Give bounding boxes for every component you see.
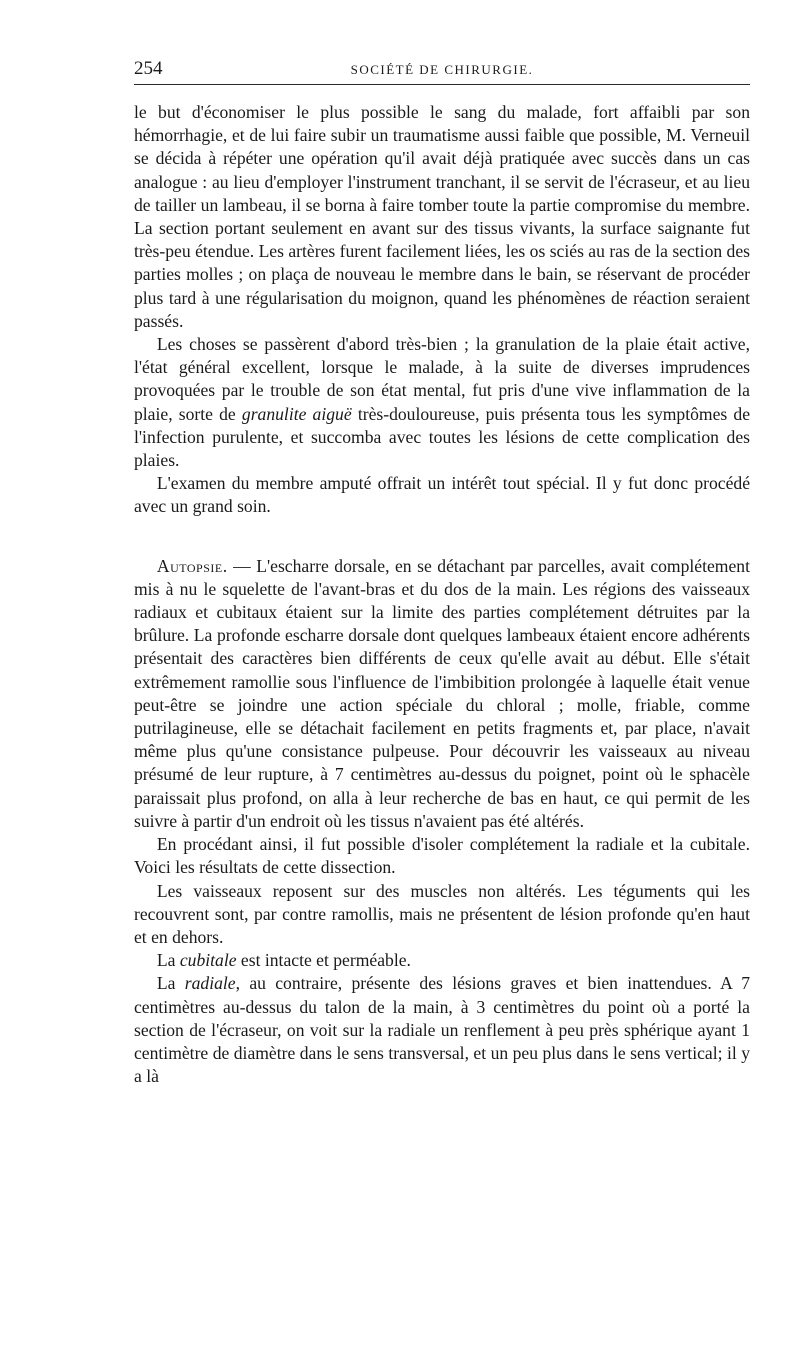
paragraph xyxy=(134,101,750,333)
paragraph-text: En procédant ainsi, il fut possible d'isoler complétement la radiale et la cubitale. Voici les résultats de cette dissection. xyxy=(134,834,750,878)
paragraph-text: La xyxy=(156,973,185,994)
paragraph-text: très-douloureuse, puis présenta tous les symptômes de l'infection purulente, et succomba avec toutes les lésions de cette complication des plaies. xyxy=(134,403,751,471)
italic-term: granulite aiguë xyxy=(241,403,352,424)
paragraph-text: est intacte et perméable. xyxy=(236,950,411,971)
paragraph xyxy=(134,555,750,833)
paragraph-text: , au contraire, présente des lésions graves et bien inattendues. A 7 centimètres au-dessus du talon de la main, à 3 centimètres du point où a porté la section de l'écraseur, on voit sur la radiale un renflement à peu près sphérique ayant 1 centimètre de diamètre dans le sens transversal, et un peu plus dans le sens vertical; il y a là xyxy=(134,973,750,1087)
running-head: SOCIÉTÉ DE CHIRURGIE. xyxy=(350,62,534,77)
paragraph xyxy=(134,333,750,472)
italic-term: radiale xyxy=(184,973,236,994)
page-number: 254 xyxy=(134,58,163,79)
page-header xyxy=(134,54,750,85)
paragraph xyxy=(134,949,750,972)
italic-term: cubitale xyxy=(179,950,237,971)
document-page xyxy=(134,54,750,1088)
section-gap xyxy=(134,519,750,555)
body-text xyxy=(134,101,750,1088)
paragraph-text: La xyxy=(156,950,180,971)
paragraph xyxy=(134,472,750,518)
paragraph xyxy=(134,972,750,1088)
paragraph-text: L'examen du membre amputé offrait un intérêt tout spécial. Il y fut donc procédé avec un grand soin. xyxy=(134,473,750,517)
paragraph-text: Les choses se passèrent d'abord très-bien ; la granulation de la plaie était active, l'état général excellent, lorsque le malade, à la suite de diverses imprudences provoquées par le trouble de son état mental, fut pris d'une vive inflammation de la plaie, sorte de xyxy=(134,334,750,424)
paragraph xyxy=(134,880,750,950)
paragraph xyxy=(134,833,750,879)
section-heading: Autopsie. xyxy=(156,555,228,576)
paragraph-text: Les vaisseaux reposent sur des muscles non altérés. Les téguments qui les recouvrent sont, par contre ramollis, mais ne présentent de lésion profonde qu'en haut et en dehors. xyxy=(134,880,750,947)
paragraph-text: — L'escharre dorsale, en se détachant par parcelles, avait complétement mis à nu le squelette de l'avant-bras et du dos de la main. Les régions des vaisseaux radiaux et cubitaux étaient sur la limite des parties complétement détruites par la brûlure. La profonde escharre dorsale dont quelques lambeaux étaient encore adhérents présentait des caractères bien différents de ceux qu'elle avait au début. Elle s'était extrêmement ramollie sous l'influence de l'imbibition prolongée à laquelle était venue peut-être se joindre une action spéciale du chloral ; molle, friable, comme putrilagineuse, elle se détachait facilement en petits fragments et, par place, n'avait même plus qu'une consistance pulpeuse. Pour découvrir les vaisseaux au niveau présumé de leur rupture, à 7 centimètres au-dessus du poignet, point où le sphacèle paraissait plus profond, on alla à leur recherche de bas en haut, ce qui permit de les suivre à partir d'un endroit où les tissus n'avaient pas été altérés. xyxy=(134,555,750,831)
paragraph-text: le but d'économiser le plus possible le sang du malade, fort affaibli par son hémorrhagie, et de lui faire subir un traumatisme aussi faible que possible, M. Verneuil se décida à répéter une opération qu'il avait déjà pratiquée avec succès dans un cas analogue : au lieu d'employer l'instrument tranchant, il se servit de l'écraseur, et au lieu de tailler un lambeau, il se borna à faire tomber toute la partie compromise du membre. La section portant seulement en avant sur des tissus vivants, la surface saignante fut très-peu étendue. Les artères furent facilement liées, les os sciés au ras de la section des parties molles ; on plaça de nouveau le membre dans le bain, se réservant de procéder plus tard à une régularisation du moignon, quand les phénomènes de réaction seraient passés. xyxy=(134,102,751,331)
